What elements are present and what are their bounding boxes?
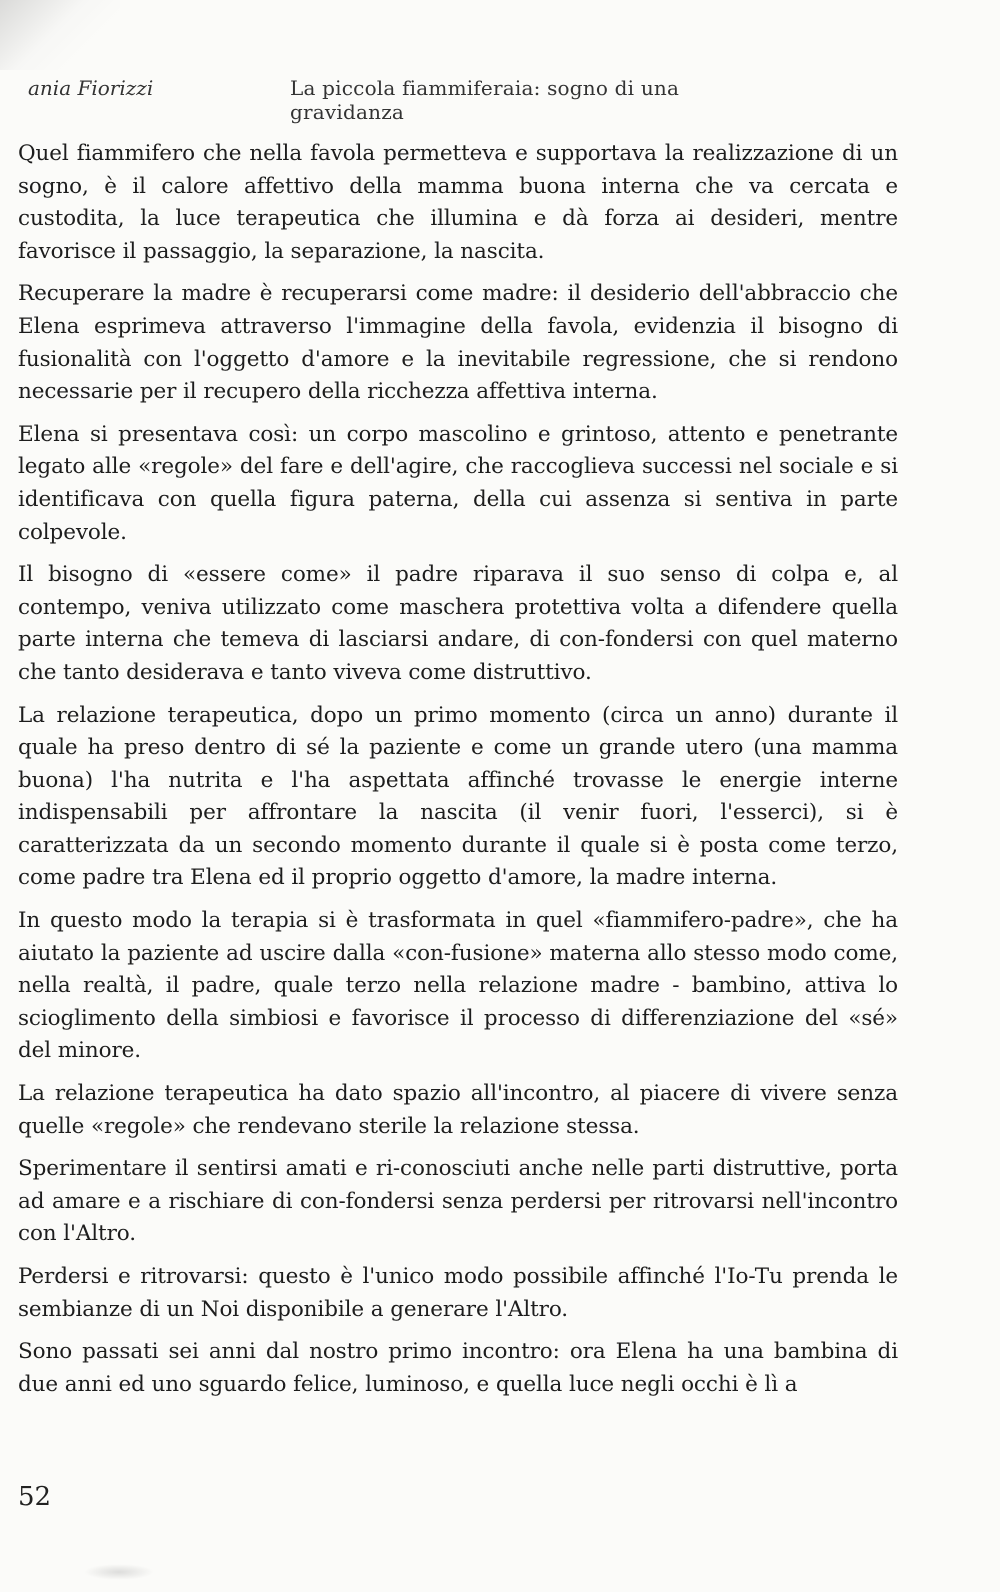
paragraph: Sperimentare il sentirsi amati e ri-conosciuti anche nelle parti distruttive, porta ad amare e a rischiare di con-fondersi senza perdersi per ritrovarsi nell'incontro con l'Altro.	[18, 1156, 898, 1247]
paragraph: Quel fiammifero che nella favola permetteva e supportava la realizzazione di un sogno, è il calore affettivo della mamma buona interna che va cercata e custodita, la luce terapeutica che illumina e dà forza ai desideri, mentre favorisce il passaggio, la separazione, la nascita.	[18, 141, 898, 264]
scan-corner-shadow	[0, 0, 120, 70]
paragraph: Perdersi e ritrovarsi: questo è l'unico modo possibile affinché l'Io-Tu prenda le sembianze di un Noi disponibile a generare l'Altro.	[18, 1264, 898, 1322]
paragraph: La relazione terapeutica, dopo un primo momento (circa un anno) durante il quale ha preso dentro di sé la paziente e come un grande utero (una mamma buona) l'ha nutrita e l'ha aspettata affinché trovasse le energie interne indispensabili per affrontare la nascita (il venir fuori, l'esserci), si è caratterizzata da un secondo momento durante il quale si è posta come terzo, come padre tra Elena ed il proprio oggetto d'amore, la madre interna.	[18, 702, 898, 891]
paragraph: Il bisogno di «essere come» il padre riparava il suo senso di colpa e, al contempo, veniva utilizzato come maschera protettiva volta a difendere quella parte interna che temeva di lasciarsi andare, di con-fondersi con quel materno che tanto desiderava e tanto viveva come distruttivo.	[18, 562, 898, 685]
header-author: ania Fiorizzi	[28, 76, 154, 100]
header-title: La piccola fiammiferaia: sogno di una gravidanza	[290, 76, 680, 124]
paragraph: Sono passati sei anni dal nostro primo incontro: ora Elena ha una bambina di due anni ed uno sguardo felice, luminoso, e quella luce negli occhi è lì a	[18, 1339, 898, 1397]
running-header	[28, 76, 788, 124]
paragraph: La relazione terapeutica ha dato spazio all'incontro, al piacere di vivere senza quelle «regole» che rendevano sterile la relazione stessa.	[18, 1081, 898, 1139]
paragraph: Elena si presentava così: un corpo mascolino e grintoso, attento e penetrante legato alle «regole» del fare e dell'agire, che raccoglieva successi nel sociale e si identificava con quella figura paterna, della cui assenza si sentiva in parte colpevole.	[18, 421, 898, 545]
page-number: 52	[18, 1482, 52, 1512]
paragraph: In questo modo la terapia si è trasformata in quel «fiammifero-padre», che ha aiutato la paziente ad uscire dalla «con-fusione» materna allo stesso modo come, nella realtà, il padre, quale terzo nella relazione madre - bambino, attiva lo scioglimento della simbiosi e favorisce il processo di differenziazione del «sé» del minore.	[18, 908, 898, 1064]
body-text	[18, 138, 898, 1411]
scan-artifact	[84, 1564, 154, 1580]
paragraph: Recuperare la madre è recuperarsi come madre: il desiderio dell'abbraccio che Elena esprimeva attraverso l'immagine della favola, evidenzia il bisogno di fusionalità con l'oggetto d'amore e la inevitabile regressione, che si rendono necessarie per il recupero della ricchezza affettiva interna.	[18, 281, 898, 405]
